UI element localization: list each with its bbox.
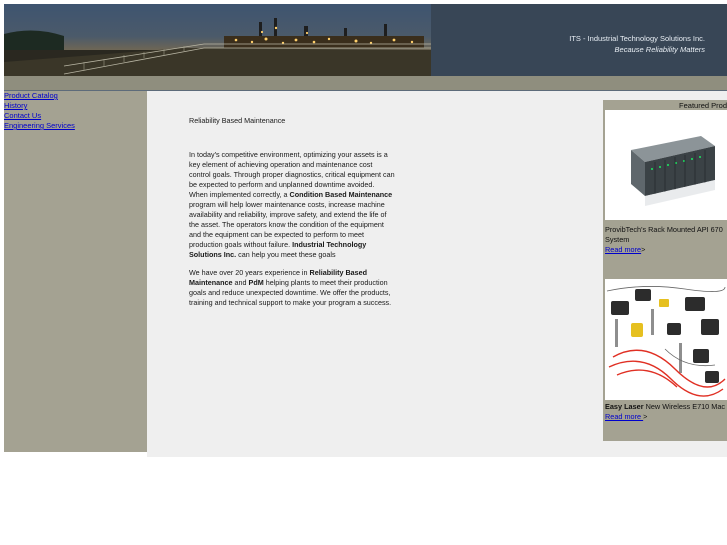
goals-text: can help you meet these goals xyxy=(236,250,336,259)
main-content-area xyxy=(147,91,727,457)
company-tagline: Because Reliability Matters xyxy=(614,45,705,54)
sidebar-nav xyxy=(4,91,147,131)
industrial-skyline-image xyxy=(4,4,431,76)
header-strip xyxy=(4,76,727,90)
product-1-read-more-link[interactable]: Read more xyxy=(605,245,642,254)
experience-paragraph xyxy=(189,268,395,308)
product-2-arrow: > xyxy=(643,412,648,421)
intro-paragraph xyxy=(189,150,395,260)
product-2-text: New Wireless E710 Mac xyxy=(643,402,726,411)
product-image-laser-kit[interactable] xyxy=(605,279,727,400)
product-1-caption xyxy=(605,225,727,255)
nav-link-product-catalog[interactable]: Product Catalog xyxy=(4,91,58,100)
nav-link-engineering-services[interactable]: Engineering Services xyxy=(4,121,75,130)
cbm-lead-text: When implemented correctly, a xyxy=(189,190,290,199)
nav-link-history[interactable]: History xyxy=(4,101,28,110)
product-1-text: ProvibTech's Rack Mounted API 670 System xyxy=(605,225,723,244)
featured-products-heading: Featured Prod xyxy=(679,101,727,110)
page-title: Reliability Based Maintenance xyxy=(189,116,286,125)
product-2-read-more-link[interactable]: Read more xyxy=(605,412,644,421)
header-banner xyxy=(431,4,727,76)
intro-text: In today's competitive environment, optimizing your assets is a key element of achieving operation and maintenance cost control goals. Through proper diagnostics, critical equipment can be expected to perform and unplanned downtime avoided. xyxy=(189,150,395,189)
pdm-bold: PdM xyxy=(248,278,264,287)
product-image-rack-system[interactable] xyxy=(605,110,727,220)
product-1-arrow: > xyxy=(641,245,646,254)
rbm-bold: Reliability Based Maintenance xyxy=(189,268,368,287)
nav-link-contact-us[interactable]: Contact Us xyxy=(4,111,42,120)
header-photo xyxy=(4,4,431,76)
rack-system-picture xyxy=(605,110,727,220)
cbm-bold: Condition Based Maintenance xyxy=(289,190,393,199)
featured-products-panel xyxy=(603,100,727,441)
laser-kit-picture xyxy=(605,279,727,400)
product-2-brand: Easy Laser xyxy=(605,402,644,411)
and-text: and xyxy=(232,278,249,287)
article xyxy=(189,116,395,316)
product-2-caption xyxy=(605,402,727,422)
experience-lead: We have over 20 years experience in xyxy=(189,268,310,277)
company-bold: Industrial Technology Solutions Inc. xyxy=(189,240,367,259)
sidebar xyxy=(4,91,147,452)
experience-body: helping plants to meet their production goals and reduce unexpected downtime. We offer the products, training and technical support to make your program a success. xyxy=(189,278,392,307)
cbm-body-text: program will help lower maintenance costs, increase machine availability and reliability, improve safety, and extend the life of the asset. The operators know the condition of the equipment and the equipment can be expected to perform to meet production goals without failure. xyxy=(189,200,387,249)
company-name: ITS - Industrial Technology Solutions Inc. xyxy=(569,34,705,43)
